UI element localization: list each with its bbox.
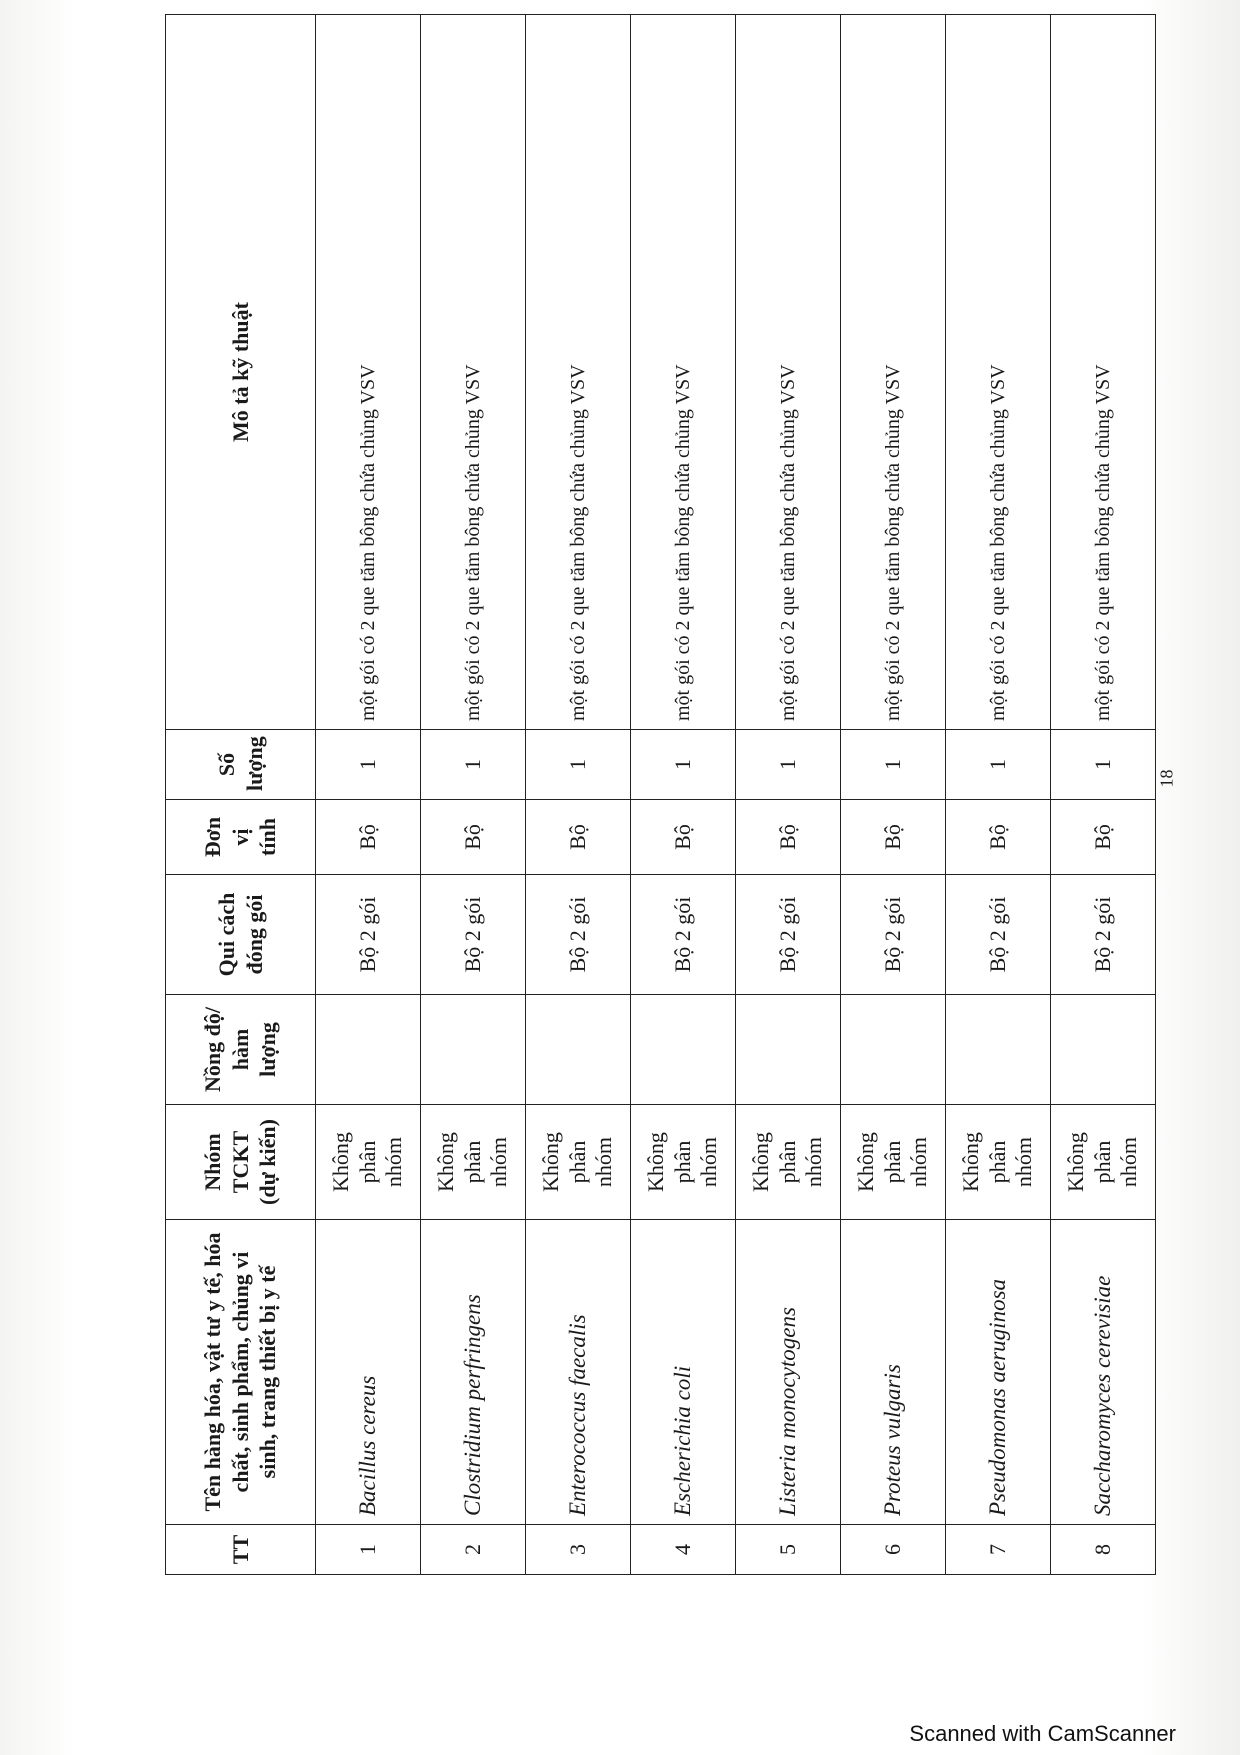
cell-name: Proteus vulgaris: [841, 1220, 946, 1525]
cell-name: Listeria monocytogens: [736, 1220, 841, 1525]
table-row: [841, 15, 946, 1575]
page-number: 18: [1156, 769, 1177, 788]
cell-group: Không phân nhóm: [946, 1105, 1051, 1220]
table-row: [736, 15, 841, 1575]
cell-group: Không phân nhóm: [316, 1105, 421, 1220]
cell-quantity: 1: [316, 730, 421, 800]
cell-description: một gói có 2 que tăm bông chứa chủng VSV: [841, 15, 946, 730]
cell-unit: Bộ: [526, 800, 631, 875]
cell-unit: Bộ: [421, 800, 526, 875]
table-row: [1051, 15, 1156, 1575]
cell-packaging: Bộ 2 gói: [421, 875, 526, 995]
table-row: [631, 15, 736, 1575]
cell-packaging: Bộ 2 gói: [526, 875, 631, 995]
cell-unit: Bộ: [736, 800, 841, 875]
cell-unit: Bộ: [946, 800, 1051, 875]
cell-stt: 7: [946, 1525, 1051, 1575]
cell-concentration: [316, 995, 421, 1105]
cell-concentration: [841, 995, 946, 1105]
header-unit: Đơn vị tính: [166, 800, 316, 875]
cell-quantity: 1: [736, 730, 841, 800]
cell-unit: Bộ: [316, 800, 421, 875]
header-quantity: Số lượng: [166, 730, 316, 800]
cell-stt: 3: [526, 1525, 631, 1575]
table-header-row: [166, 15, 316, 1575]
cell-description: một gói có 2 que tăm bông chứa chủng VSV: [316, 15, 421, 730]
cell-name: Bacillus cereus: [316, 1220, 421, 1525]
cell-packaging: Bộ 2 gói: [736, 875, 841, 995]
cell-description: một gói có 2 que tăm bông chứa chủng VSV: [526, 15, 631, 730]
cell-name: Escherichia coli: [631, 1220, 736, 1525]
scanner-watermark: Scanned with CamScanner: [909, 1721, 1176, 1746]
supply-table: [165, 14, 1156, 1575]
cell-description: một gói có 2 que tăm bông chứa chủng VSV: [421, 15, 526, 730]
cell-unit: Bộ: [631, 800, 736, 875]
table-row: [526, 15, 631, 1575]
cell-name: Clostridium perfringens: [421, 1220, 526, 1525]
cell-stt: 1: [316, 1525, 421, 1575]
cell-group: Không phân nhóm: [526, 1105, 631, 1220]
cell-concentration: [631, 995, 736, 1105]
cell-group: Không phân nhóm: [736, 1105, 841, 1220]
cell-name: Saccharomyces cerevisiae: [1051, 1220, 1156, 1525]
cell-unit: Bộ: [1051, 800, 1156, 875]
cell-packaging: Bộ 2 gói: [946, 875, 1051, 995]
table-row: [421, 15, 526, 1575]
header-stt: TT: [166, 1525, 316, 1575]
cell-quantity: 1: [946, 730, 1051, 800]
cell-stt: 2: [421, 1525, 526, 1575]
cell-name: Enterococcus faecalis: [526, 1220, 631, 1525]
cell-packaging: Bộ 2 gói: [631, 875, 736, 995]
table-row: [946, 15, 1051, 1575]
cell-packaging: Bộ 2 gói: [316, 875, 421, 995]
cell-description: một gói có 2 que tăm bông chứa chủng VSV: [736, 15, 841, 730]
cell-quantity: 1: [1051, 730, 1156, 800]
cell-description: một gói có 2 que tăm bông chứa chủng VSV: [946, 15, 1051, 730]
cell-packaging: Bộ 2 gói: [1051, 875, 1156, 995]
cell-group: Không phân nhóm: [631, 1105, 736, 1220]
cell-stt: 6: [841, 1525, 946, 1575]
cell-group: Không phân nhóm: [421, 1105, 526, 1220]
header-group: Nhóm TCKT (dự kiến): [166, 1105, 316, 1220]
cell-stt: 5: [736, 1525, 841, 1575]
cell-quantity: 1: [841, 730, 946, 800]
cell-description: một gói có 2 que tăm bông chứa chủng VSV: [1051, 15, 1156, 730]
rotated-table-sheet: [165, 15, 1155, 1575]
cell-stt: 4: [631, 1525, 736, 1575]
cell-stt: 8: [1051, 1525, 1156, 1575]
cell-concentration: [526, 995, 631, 1105]
cell-name: Pseudomonas aeruginosa: [946, 1220, 1051, 1525]
header-name: Tên hàng hóa, vật tư y tế, hóa chất, sinh phẩm, chủng vi sinh, trang thiết bị y tế: [166, 1220, 316, 1525]
cell-packaging: Bộ 2 gói: [841, 875, 946, 995]
header-packaging: Qui cách đóng gói: [166, 875, 316, 995]
cell-quantity: 1: [526, 730, 631, 800]
cell-unit: Bộ: [841, 800, 946, 875]
cell-concentration: [946, 995, 1051, 1105]
cell-concentration: [421, 995, 526, 1105]
cell-concentration: [1051, 995, 1156, 1105]
cell-group: Không phân nhóm: [841, 1105, 946, 1220]
cell-concentration: [736, 995, 841, 1105]
cell-group: Không phân nhóm: [1051, 1105, 1156, 1220]
cell-description: một gói có 2 que tăm bông chứa chủng VSV: [631, 15, 736, 730]
cell-quantity: 1: [631, 730, 736, 800]
cell-quantity: 1: [421, 730, 526, 800]
table-row: [316, 15, 421, 1575]
header-concentration: Nồng độ/ hàm lượng: [166, 995, 316, 1105]
header-description: Mô tả kỹ thuật: [166, 15, 316, 730]
